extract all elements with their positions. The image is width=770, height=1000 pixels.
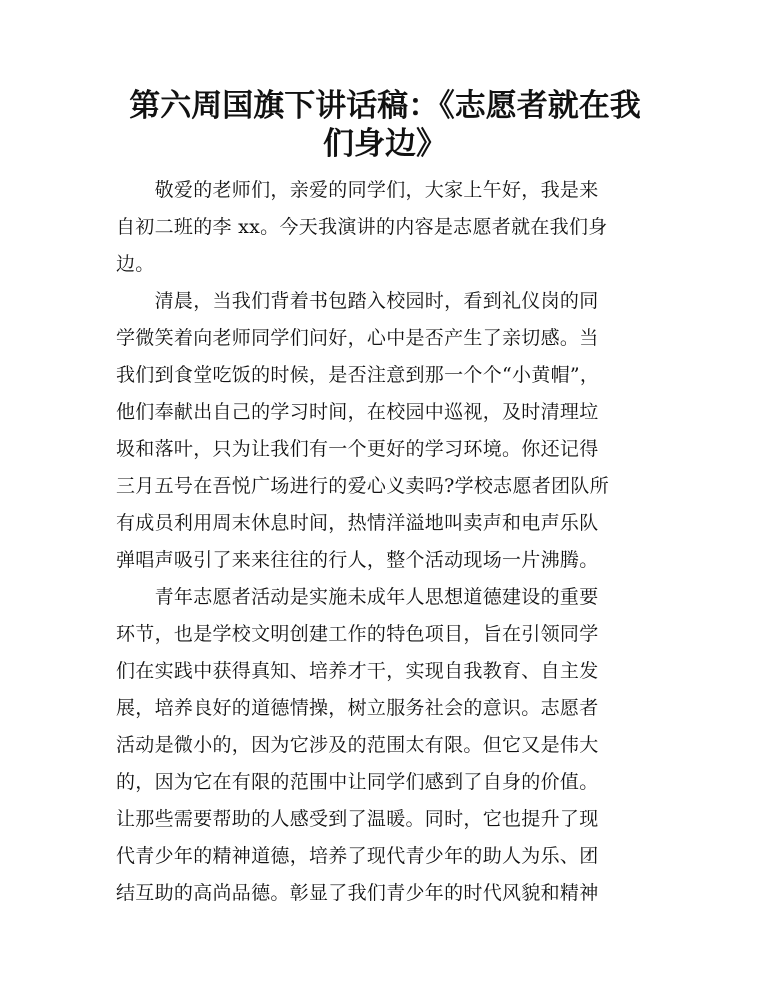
body-line: 弹唱声吸引了来来往往的行人，整个活动现场一片沸腾。 [116, 549, 599, 571]
body-line: 青年志愿者活动是实施未成年人思想道德建设的重要 [116, 586, 599, 608]
body-line: 让那些需要帮助的人感受到了温暖。同时，它也提升了现 [116, 808, 599, 830]
body-line: 圾和落叶，只为让我们有一个更好的学习环境。你还记得 [116, 438, 599, 460]
body-line: 结互助的高尚品德。彰显了我们青少年的时代风貌和精神 [116, 882, 599, 904]
body-line: 他们奉献出自己的学习时间，在校园中巡视，及时清理垃 [116, 401, 599, 423]
body-line: 三月五号在吾悦广场进行的爱心义卖吗?学校志愿者团队所 [116, 475, 609, 497]
document-title-line-2: 们身边》 [323, 126, 447, 162]
body-line: 环节，也是学校文明创建工作的特色项目，旨在引领同学 [116, 623, 599, 645]
body-line: 边。 [116, 253, 155, 275]
body-line: 我们到食堂吃饭的时候，是否注意到那一个个“小黄帽”， [116, 364, 600, 386]
body-line: 自初二班的李 xx。今天我演讲的内容是志愿者就在我们身 [116, 216, 608, 238]
body-line: 活动是微小的，因为它涉及的范围太有限。但它又是伟大 [116, 734, 599, 756]
body-line: 清晨，当我们背着书包踏入校园时，看到礼仪岗的同 [116, 290, 599, 312]
body-line: 展，培养良好的道德情操，树立服务社会的意识。志愿者 [116, 697, 599, 719]
body-line: 学微笑着向老师同学们问好，心中是否产生了亲切感。当 [116, 327, 599, 349]
body-line: 的，因为它在有限的范围中让同学们感到了自身的价值。 [116, 771, 599, 793]
body-line: 代青少年的精神道德，培养了现代青少年的助人为乐、团 [116, 845, 599, 867]
body-line: 敬爱的老师们，亲爱的同学们，大家上午好，我是来 [116, 179, 599, 201]
body-line: 有成员利用周末休息时间，热情洋溢地叫卖声和电声乐队 [116, 512, 599, 534]
document-title-line-1: 第六周国旗下讲话稿：《志愿者就在我 [129, 88, 641, 124]
body-line: 们在实践中获得真知、培养才干，实现自我教育、自主发 [116, 660, 599, 682]
